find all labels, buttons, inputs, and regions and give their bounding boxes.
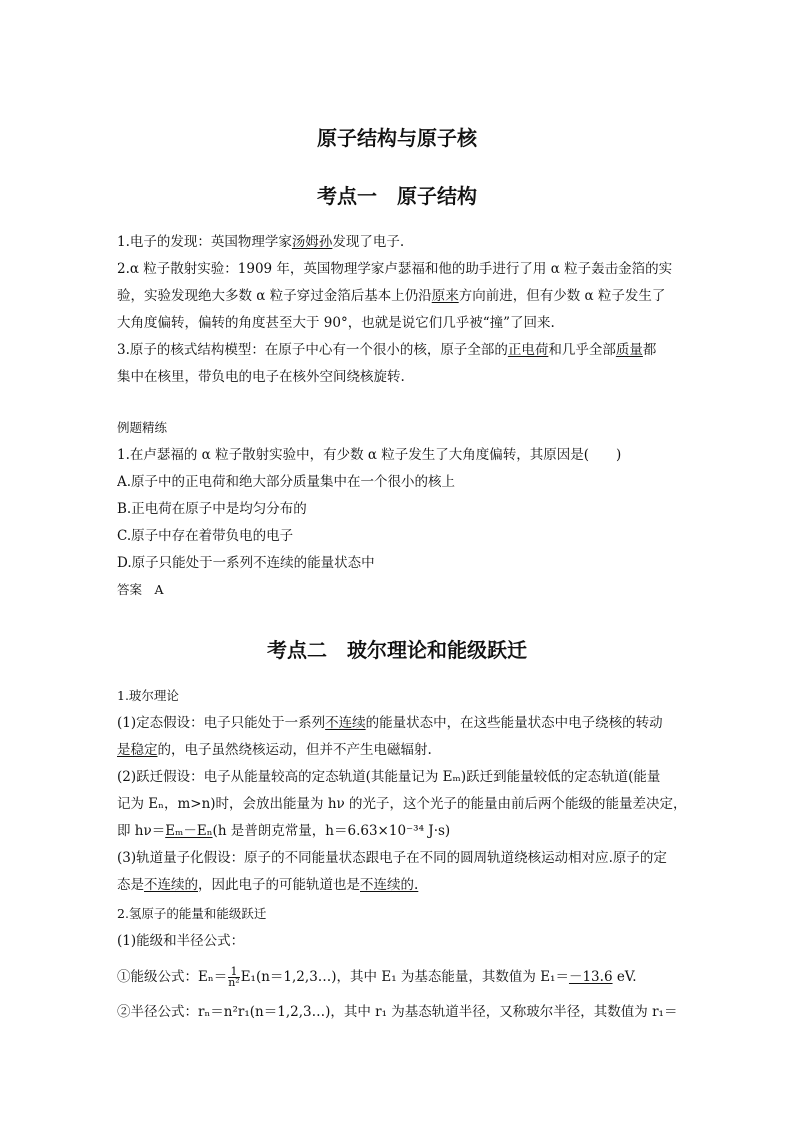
postulate-transition-line3 (117, 821, 687, 841)
paragraph-alpha-line2 (117, 286, 687, 306)
text: (1)定态假设：电子只能处于一系列 (117, 715, 326, 731)
text: 方向前进，但有少数 α 粒子发生了 (458, 288, 666, 304)
formula-radius: ②半径公式：rₙ＝n²r₁(n＝1,2,3…)，其中 r₁ 为基态轨道半径，又称玻尔半径，其数值为 r₁＝ (117, 1004, 678, 1020)
page-title: 原子结构与原子核 (317, 126, 477, 150)
text: ，因此电子的可能轨道也是 (198, 877, 360, 893)
underlined-answer: 不连续的 (144, 877, 198, 893)
answer: 答案 A (117, 582, 164, 597)
text: (h 是普朗克常量，h＝6.63×10⁻³⁴ J·s) (212, 823, 451, 839)
underlined-answer: 质量 (615, 342, 643, 358)
formula-energy-level (117, 964, 687, 990)
subheading-hydrogen-levels: 2.氢原子的能量和能级跃迁 (117, 906, 267, 921)
paragraph-alpha-line3: 大角度偏转，偏转的角度甚至大于 90°，也就是说它们几乎被“撞”了回来. (117, 315, 555, 331)
question-1: 1.在卢瑟福的 α 粒子散射实验中，有少数 α 粒子发生了大角度偏转，其原因是( ) (117, 447, 622, 463)
paragraph-nuclear-model-line2: 集中在核里，带负电的电子在核外空间绕核旋转. (117, 369, 405, 385)
text: 发现了电子. (332, 234, 405, 250)
text: 和几乎全部 (548, 342, 616, 358)
postulate-quantization-line1: (3)轨道量子化假设：原子的不同能量状态跟电子在不同的圆周轨道绕核运动相对应.原子的定 (117, 850, 667, 866)
text: 的能量状态中，在这些能量状态中电子绕核的转动 (365, 715, 663, 731)
underlined-answer: 不连续的. (360, 877, 419, 893)
text: 态是 (117, 877, 144, 893)
underlined-answer: 汤姆孙 (291, 234, 333, 250)
subheading-formulas: (1)能级和半径公式： (117, 933, 245, 949)
underlined-answer: 是稳定 (117, 742, 158, 758)
text: 即 hν＝ (117, 823, 166, 839)
text: E₁(n＝1,2,3…)，其中 E₁ 为基态能量，其数值为 E₁＝ (240, 969, 569, 985)
fraction (228, 967, 240, 988)
text: ①能级公式：Eₙ＝ (117, 969, 228, 985)
postulate-stationary-line2 (117, 740, 687, 760)
paragraph-electron-discovery (117, 232, 687, 252)
text: 都 (642, 342, 657, 358)
underlined-answer: 不连续 (325, 715, 366, 731)
option-d: D.原子只能处于一系列不连续的能量状态中 (117, 555, 375, 571)
underlined-answer: 原来 (431, 288, 459, 304)
example-label: 例题精练 (117, 420, 168, 435)
paragraph-nuclear-model-line1 (117, 340, 687, 360)
paragraph-alpha-line1: 2.α 粒子散射实验：1909 年，英国物理学家卢瑟福和他的助手进行了用 α 粒子轰击金箔的实 (117, 261, 673, 277)
option-a: A.原子中的正电荷和绝大部分质量集中在一个很小的核上 (117, 474, 456, 490)
postulate-stationary-line1 (117, 713, 687, 733)
postulate-quantization-line2 (117, 875, 687, 895)
option-c: C.原子中存在着带负电的电子 (117, 528, 294, 544)
text: eV. (612, 969, 637, 985)
section2-heading: 考点二 玻尔理论和能级跃迁 (267, 638, 527, 662)
postulate-transition-line1: (2)跃迁假设：电子从能量较高的定态轨道(其能量记为 Eₘ)跃迁到能量较低的定态轨道(能量 (117, 769, 661, 785)
text: 1.电子的发现：英国物理学家 (117, 234, 292, 250)
underlined-answer: Eₘ－Eₙ (165, 823, 213, 839)
underlined-answer: 正电荷 (507, 342, 549, 358)
fraction-numerator: 1 (228, 967, 240, 978)
text: 验，实验发现绝大多数 α 粒子穿过金箔后基本上仍沿 (117, 288, 432, 304)
text: 3.原子的核式结构模型：在原子中心有一个很小的核，原子全部的 (117, 342, 508, 358)
subheading-bohr-theory: 1.玻尔理论 (117, 688, 179, 703)
section1-heading: 考点一 原子结构 (317, 184, 477, 208)
postulate-transition-line2: 记为 Eₙ，m>n)时，会放出能量为 hν 的光子，这个光子的能量由前后两个能级的能量差决定， (117, 796, 687, 812)
underlined-answer: －13.6 (568, 969, 613, 985)
option-b: B.正电荷在原子中是均匀分布的 (117, 501, 307, 517)
fraction-denominator: n² (228, 976, 240, 989)
text: 的，电子虽然绕核运动，但并不产生电磁辐射. (157, 742, 432, 758)
